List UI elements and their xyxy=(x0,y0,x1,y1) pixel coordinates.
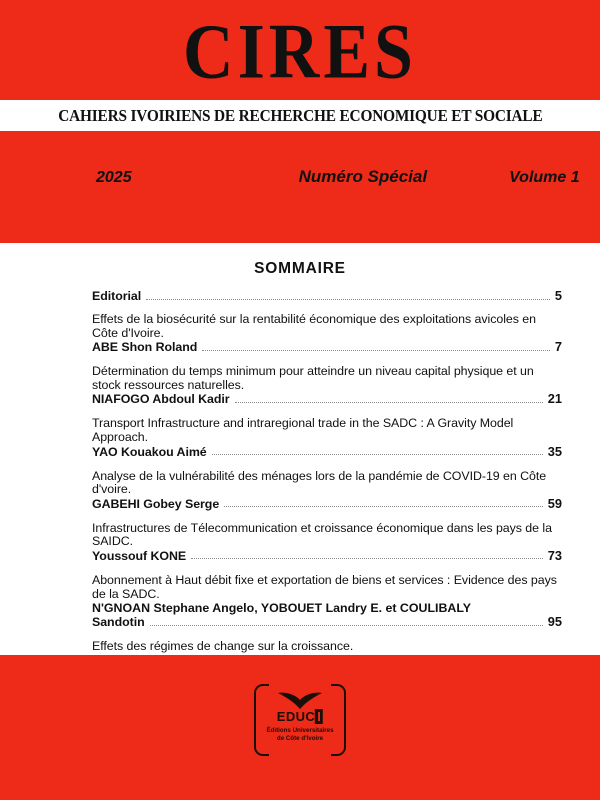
toc-entry-line xyxy=(92,289,562,303)
toc-entry-title: Effets de la biosécurité sur la rentabilité économique des exploitations avicoles en Côte d'Ivoire. xyxy=(92,312,536,340)
toc-entry-authors: NIAFOGO Abdoul Kadir xyxy=(92,392,230,407)
toc-entry-authors: Youssouf KONE xyxy=(92,548,187,563)
toc-list xyxy=(0,289,600,668)
subtitle-band xyxy=(0,100,600,131)
issue-band xyxy=(0,131,600,243)
dot-leader xyxy=(202,349,550,351)
toc-entry-title: Transport Infrastructure and intraregional trade in the SADC : A Gravity Model Approach. xyxy=(92,416,514,444)
dot-leader xyxy=(235,401,543,403)
toc-entry-line xyxy=(92,340,562,354)
publisher-subtitle-line1: Éditions Universitaires xyxy=(266,727,334,734)
logo-bracket-right-icon xyxy=(331,684,346,756)
toc-entry-line xyxy=(92,392,562,406)
dot-leader xyxy=(191,557,543,559)
toc-entry-page: 7 xyxy=(554,339,562,355)
issue-row xyxy=(0,167,600,187)
toc-entry-page: 73 xyxy=(547,547,562,563)
logo-bracket-left-icon xyxy=(254,684,269,756)
toc-entry-line xyxy=(92,497,562,511)
toc-entry[interactable] xyxy=(92,417,562,458)
publisher-subtitle-line2: de Côte d'Ivoire xyxy=(276,735,324,742)
toc-entry-line xyxy=(92,445,562,459)
issue-year: 2025 xyxy=(96,169,132,186)
toc-entry[interactable] xyxy=(92,470,562,511)
publisher-subtitle xyxy=(252,727,348,743)
dot-leader xyxy=(224,505,543,507)
issue-volume: Volume 1 xyxy=(509,169,580,186)
toc-entry-authors: YAO Kouakou Aimé xyxy=(92,444,207,459)
toc-entry-title: Analyse de la vulnérabilité des ménages lors de la pandémie de COVID-19 en Côte d'voire. xyxy=(92,468,547,497)
toc-entry-authors: Editorial xyxy=(92,289,142,303)
toc-heading: SOMMAIRE xyxy=(254,260,346,277)
toc-entry[interactable] xyxy=(92,574,562,629)
toc-entry-authors-first-line: N'GNOAN Stephane Angelo, YOBOUET Landry E. et COULIBALY xyxy=(92,601,472,616)
publisher-name xyxy=(277,709,323,724)
toc-entry-authors: Sandotin xyxy=(92,615,145,630)
publisher-logo xyxy=(252,682,348,756)
toc-entry-page: 59 xyxy=(547,495,562,511)
publisher-name-tail: I xyxy=(317,709,322,724)
journal-subtitle: CAHIERS IVOIRIENS DE RECHERCHE ECONOMIQUE ET SOCIALE xyxy=(57,105,543,125)
toc-entry-page: 5 xyxy=(554,288,562,303)
toc-entry-line xyxy=(92,615,562,629)
toc-entry-page: 95 xyxy=(547,614,562,630)
toc-entry-page: 35 xyxy=(547,443,562,459)
footer-band xyxy=(0,655,600,800)
toc-entry-title: Infrastructures de Télecommunication et croissance économique dans les pays de la SAIDC. xyxy=(92,520,552,549)
toc-entry[interactable] xyxy=(92,313,562,354)
publisher-name-prefix: EDUC xyxy=(276,709,316,724)
open-book-bird-icon xyxy=(277,690,323,710)
toc-entry-authors: GABEHI Gobey Serge xyxy=(92,496,220,511)
dot-leader xyxy=(146,298,550,300)
journal-title: CIRES xyxy=(183,9,417,96)
toc-entry-title: Effets des régimes de change sur la croissance. xyxy=(92,639,354,654)
toc-entry-title: Abonnement à Haut débit fixe et exportation de biens et services : Evidence des pays de la SADC. xyxy=(92,572,557,601)
issue-number: Numéro Spécial xyxy=(298,167,428,186)
table-of-contents-panel xyxy=(0,243,600,655)
toc-entry-authors: ABE Shon Roland xyxy=(92,340,198,355)
toc-entry[interactable] xyxy=(92,522,562,563)
dot-leader xyxy=(212,453,543,455)
toc-entry[interactable] xyxy=(92,365,562,406)
toc-entry-line xyxy=(92,549,562,563)
toc-entry-page: 21 xyxy=(547,391,562,407)
dot-leader xyxy=(150,624,543,626)
toc-entry-title: Détermination du temps minimum pour atteindre un niveau capital physique et un stock ressources naturelles. xyxy=(92,364,534,392)
masthead xyxy=(0,0,600,100)
toc-entry[interactable] xyxy=(92,289,562,303)
